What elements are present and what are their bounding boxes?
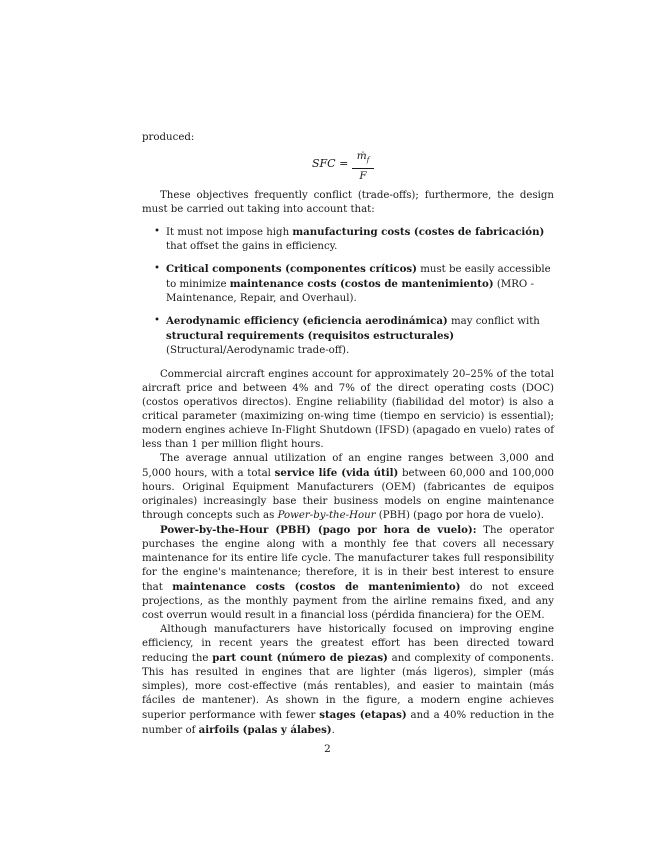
page-body [142,131,554,738]
paragraph-3: The average annual utilization of an engine ranges between 3,000 and 5,000 hours, with a total service life (vida útil) between 60,000 and 100,000 hours. Original Equipment Manufacturers (OEM) (fabricantes de equipos originales) increasingly base their business models on engine maintenance through concepts such as Power-by-the-Hour (PBH) (pago por hora de vuelo). [142,453,554,521]
formula-fraction [352,149,374,183]
intro-text: produced: [142,132,195,143]
formula-lhs: SFC = [312,157,349,170]
paragraph-4: Power-by-the-Hour (PBH) (pago por hora de vuelo): The operator purchases the engine along with a monthly fee that covers all necessary maintenance for its entire life cycle. The manufacturer takes full responsibility for the engine's maintenance; therefore, it is in their best interest to ensure that maintenance costs (costos de mantenimiento) do not exceed projections, as the monthly payment from the airline remains fixed, and any cost overrun would result in a financial loss (pérdida financiera) for the OEM. [142,524,555,621]
list-item: • Critical components (componentes críticos) must be easily accessible to minimize maintenance costs (costos de mantenimiento) (MRO - Maintenance, Repair, and Overhaul). [154,263,551,304]
formula-denominator: F [359,170,367,183]
paragraph-5: Although manufacturers have historically focused on improving engine efficiency, in recent years the greatest effort has been directed toward reducing the part count (número de piezas) and complexity of components. This has resulted in engines that are lighter (más ligeros), simpler (más simples), more cost-effective (más rentables), and easier to maintain (más fáciles de mantener). As shown in the figure, a modern engine achieves superior performance with fewer stages (etapas) and a 40% reduction in the number of airfoils (palas y álabes). [142,624,554,736]
bullet-icon: • [154,315,161,326]
list-item: • It must not impose high manufacturing costs (costes de fabricación) that offset the gains in efficiency. [154,226,545,252]
formula-numerator: ṁ$_f$ [352,149,374,169]
paragraph-1: These objectives frequently conflict (trade-offs); furthermore, the design must be carried out taking into account that: [142,190,554,215]
bullet-list [142,225,554,358]
page-number: 2 [324,743,331,755]
paragraph-2: Commercial aircraft engines account for approximately 20–25% of the total aircraft price and between 4% and 7% of the direct operating costs (DOC) (costos operativos directos). Engine reliability (fiabilidad del motor) is also a critical parameter (maximizing on-wing time (tiempo en servicio) is essential); modern engines achieve In-Flight Shutdown (IFSD) (apagado en vuelo) rates of less than 1 per million flight hours. [142,369,554,450]
list-item: • Aerodynamic efficiency (eficiencia aerodinámica) may conflict with structural requirements (requisitos estructurales) (Structural/Aerodynamic trade-off). [154,315,540,356]
bullet-icon: • [154,226,161,237]
sfc-formula [142,149,554,183]
bullet-icon: • [154,263,161,274]
